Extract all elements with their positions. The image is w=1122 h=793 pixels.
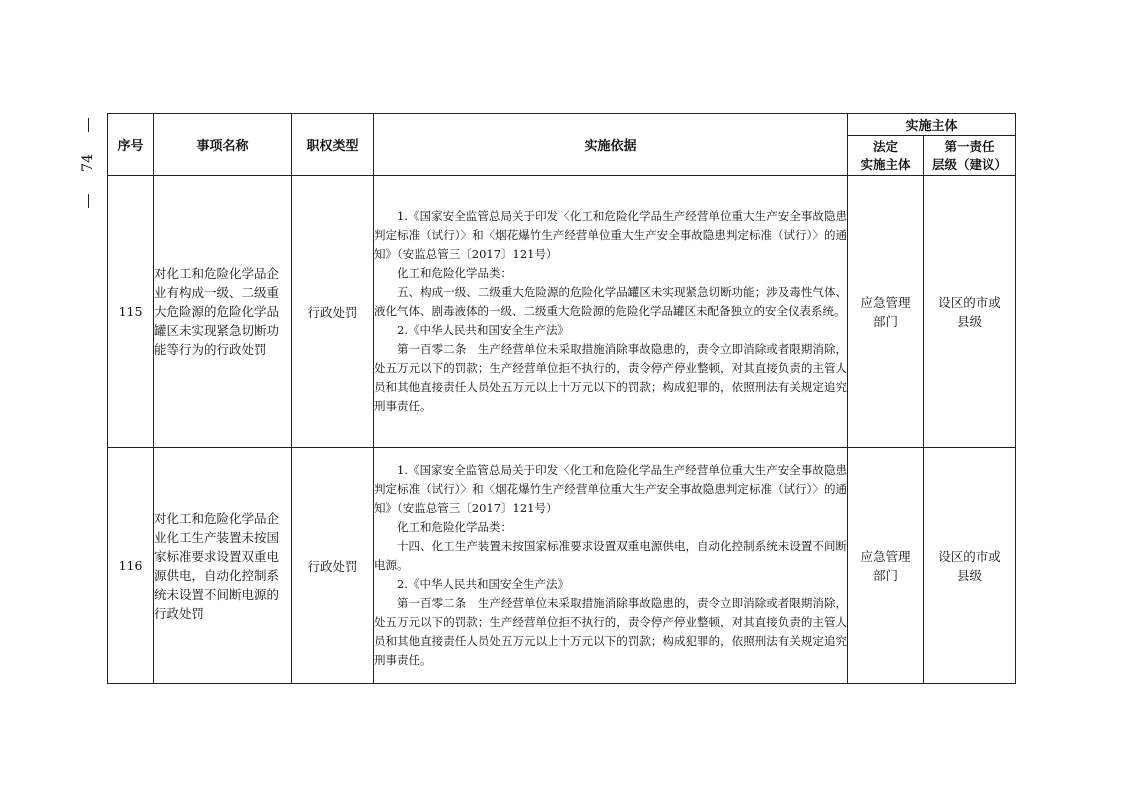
basis-paragraph: 1.《国家安全监管总局关于印发〈化工和危险化学品生产经营单位重大生产安全事故隐患判定标准（试行）〉和〈烟花爆竹生产经营单位重大生产安全事故隐患判定标准（试行）〉的通知》（安监总管三〔2017〕121号）	[374, 463, 847, 515]
basis-paragraph: 2.《中华人民共和国安全生产法》	[397, 577, 569, 591]
row-legal-subject	[848, 448, 924, 684]
page-number-dash-bottom	[88, 194, 89, 208]
header-power-type: 职权类型	[292, 114, 374, 176]
row-legal-subject	[848, 176, 924, 448]
header-first-level-line2: 层级（建议）	[932, 156, 1008, 172]
header-legal-subject	[848, 136, 924, 176]
legal-subject-line2: 部门	[872, 313, 898, 329]
first-level-line2: 县级	[957, 567, 983, 583]
header-legal-subject-line2: 实施主体	[860, 156, 911, 172]
row-seq: 116	[108, 448, 154, 684]
legal-subject-line1: 应急管理	[860, 548, 911, 564]
table-row	[108, 448, 1016, 684]
basis-paragraph: 化工和危险化学品类：	[397, 520, 512, 534]
page-number-dash-top	[88, 118, 89, 132]
row-power-type: 行政处罚	[292, 448, 374, 684]
first-level-line1: 设区的市或	[938, 294, 1001, 310]
header-first-level	[924, 136, 1016, 176]
basis-paragraph: 五、构成一级、二级重大危险源的危险化学品罐区未实现紧急切断功能；涉及毒性气体、液化气体、剧毒液体的一级、二级重大危险源的危险化学品罐区未配备独立的安全仪表系统。	[374, 285, 847, 318]
basis-paragraph: 十四、化工生产装置未按国家标准要求设置双重电源供电，自动化控制系统未设置不间断电源。	[374, 539, 847, 572]
header-first-level-line1: 第一责任	[944, 138, 995, 154]
row-power-type: 行政处罚	[292, 176, 374, 448]
page-number-marker	[74, 118, 102, 208]
legal-subject-line1: 应急管理	[860, 294, 911, 310]
row-basis	[374, 176, 848, 448]
legal-subject-line2: 部门	[872, 567, 898, 583]
row-first-level	[924, 176, 1016, 448]
basis-paragraph: 第一百零二条 生产经营单位未采取措施消除事故隐患的，责令立即消除或者限期消除，处五万元以下的罚款；生产经营单位拒不执行的，责令停产停业整顿，对其直接负责的主管人员和其他直接责任人员处五万元以上十万元以下的罚款；构成犯罪的，依照刑法有关规定追究刑事责任。	[374, 342, 847, 413]
basis-paragraph: 2.《中华人民共和国安全生产法》	[397, 323, 569, 337]
row-seq: 115	[108, 176, 154, 448]
header-legal-subject-line1: 法定	[872, 138, 898, 154]
basis-paragraph: 化工和危险化学品类：	[397, 266, 512, 280]
header-subject: 实施主体	[848, 114, 1016, 136]
enforcement-table	[107, 113, 1016, 684]
row-item-name: 对化工和危险化学品企业有构成一级、二级重大危险源的危险化学品罐区未实现紧急切断功能等行为的行政处罚	[154, 176, 292, 448]
row-item-name: 对化工和危险化学品企业化工生产装置未按国家标准要求设置双重电源供电，自动化控制系统未设置不间断电源的行政处罚	[154, 448, 292, 684]
page-number: 74	[80, 154, 96, 172]
header-basis: 实施依据	[374, 114, 848, 176]
row-first-level	[924, 448, 1016, 684]
basis-paragraph: 1.《国家安全监管总局关于印发〈化工和危险化学品生产经营单位重大生产安全事故隐患判定标准（试行）〉和〈烟花爆竹生产经营单位重大生产安全事故隐患判定标准（试行）〉的通知》（安监总管三〔2017〕121号）	[374, 209, 847, 261]
row-basis	[374, 448, 848, 684]
basis-paragraph: 第一百零二条 生产经营单位未采取措施消除事故隐患的，责令立即消除或者限期消除，处五万元以下的罚款；生产经营单位拒不执行的，责令停产停业整顿，对其直接负责的主管人员和其他直接责任人员处五万元以上十万元以下的罚款；构成犯罪的，依照刑法有关规定追究刑事责任。	[374, 596, 847, 667]
table-row	[108, 176, 1016, 448]
header-item-name: 事项名称	[154, 114, 292, 176]
first-level-line1: 设区的市或	[938, 548, 1001, 564]
header-seq: 序号	[108, 114, 154, 176]
first-level-line2: 县级	[957, 313, 983, 329]
